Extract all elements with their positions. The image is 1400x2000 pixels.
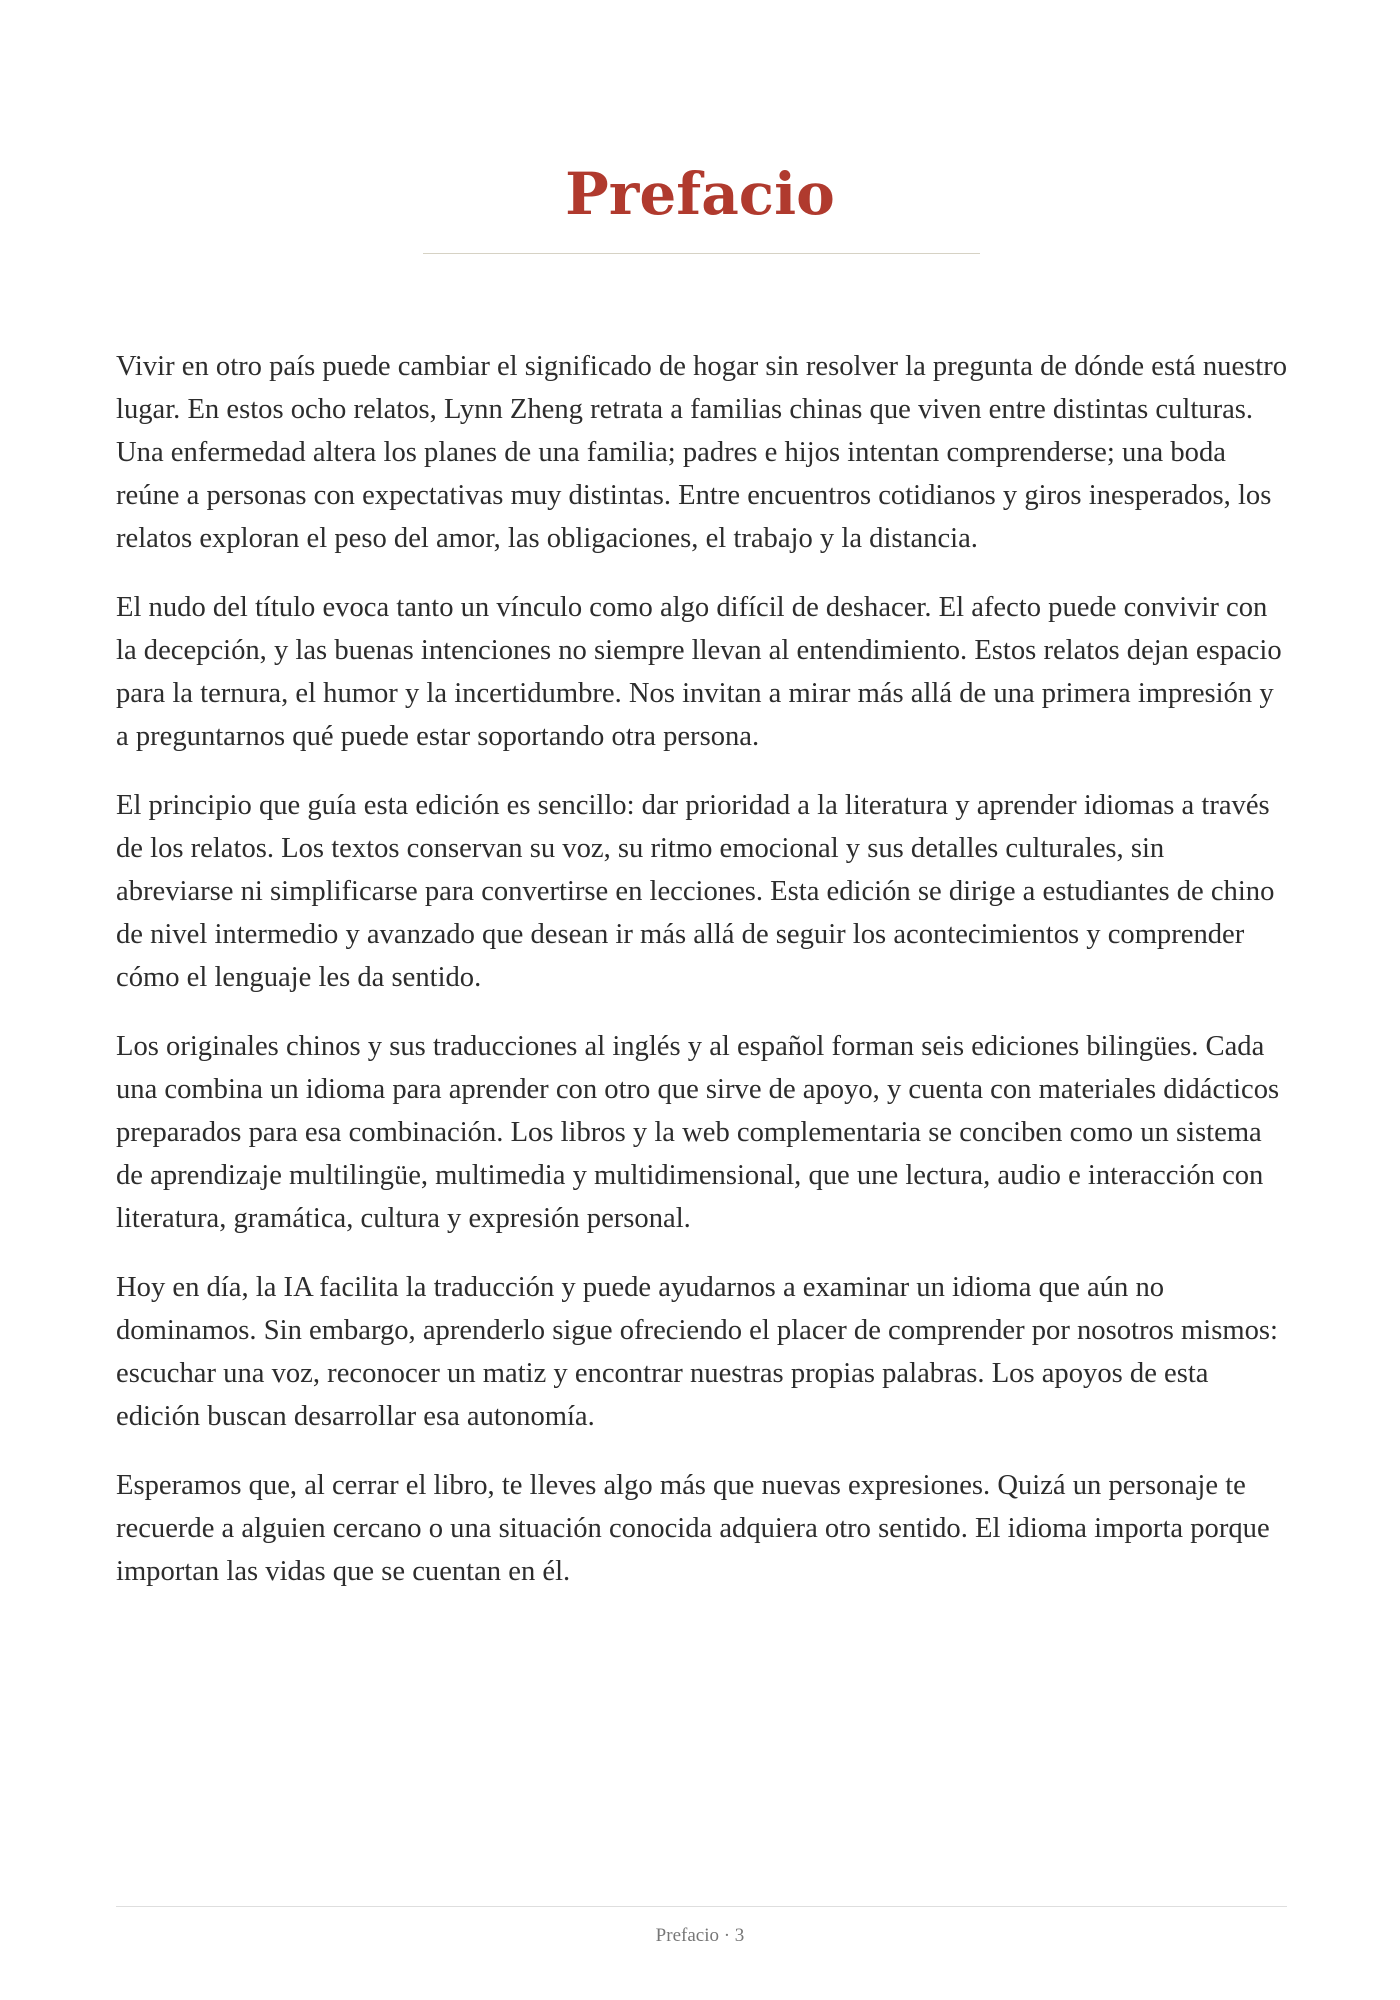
paragraph: Los originales chinos y sus traducciones al inglés y al español forman seis ediciones bilingües. Cada una combina un idioma para aprender con otro que sirve de apoyo, y cuenta con materiales didácticos preparados para esa combinación. Los libros y la web complementaria se conciben como un sistema de aprendizaje multilingüe, multimedia y multidimensional, que une lectura, audio e interacción con literatura, gramática, cultura y expresión personal. [116,1031,1280,1234]
paragraph: Hoy en día, la IA facilita la traducción y puede ayudarnos a examinar un idioma que aún no dominamos. Sin embargo, aprenderlo sigue ofreciendo el placer de comprender por nosotros mismos: escuchar una voz, reconocer un matiz y encontrar nuestras propias palabras. Los apoyos de esta edición buscan desarrollar esa autonomía. [116,1272,1278,1432]
paragraph: Vivir en otro país puede cambiar el significado de hogar sin resolver la pregunta de dónde está nuestro lugar. En estos ocho relatos, Lynn Zheng retrata a familias chinas que viven entre distintas culturas. Una enfermedad altera los planes de una familia; padres e hijos intentan comprenderse; una boda reúne a personas con expectativas muy distintas. Entre encuentros cotidianos y giros inesperados, los relatos exploran el peso del amor, las obligaciones, el trabajo y la distancia. [116,351,1288,554]
page-footer: Prefacio · 3 [655,1925,745,1946]
paragraph: El nudo del título evoca tanto un vínculo como algo difícil de deshacer. El afecto puede convivir con la decepción, y las buenas intenciones no siempre llevan al entendimiento. Estos relatos dejan espacio para la ternura, el humor y la incertidumbre. Nos invitan a mirar más allá de una primera impresión y a preguntarnos qué puede estar soportando otra persona. [116,592,1282,752]
footer-divider [116,1906,1287,1907]
page-title: Prefacio [565,160,835,228]
paragraph: El principio que guía esta edición es sencillo: dar prioridad a la literatura y aprender idiomas a través de los relatos. Los textos conservan su voz, su ritmo emocional y sus detalles culturales, sin abreviarse ni simplificarse para convertirse en lecciones. Esta edición se dirige a estudiantes de chino de nivel intermedio y avanzado que desean ir más allá de seguir los acontecimientos y comprender cómo el lenguaje les da sentido. [116,790,1275,993]
paragraph: Esperamos que, al cerrar el libro, te lleves algo más que nuevas expresiones. Quizá un personaje te recuerde a alguien cercano o una situación conocida adquiera otro sentido. El idioma importa porque importan las vidas que se cuentan en él. [116,1470,1270,1587]
preface-body [116,345,1288,1619]
title-divider [423,253,980,254]
